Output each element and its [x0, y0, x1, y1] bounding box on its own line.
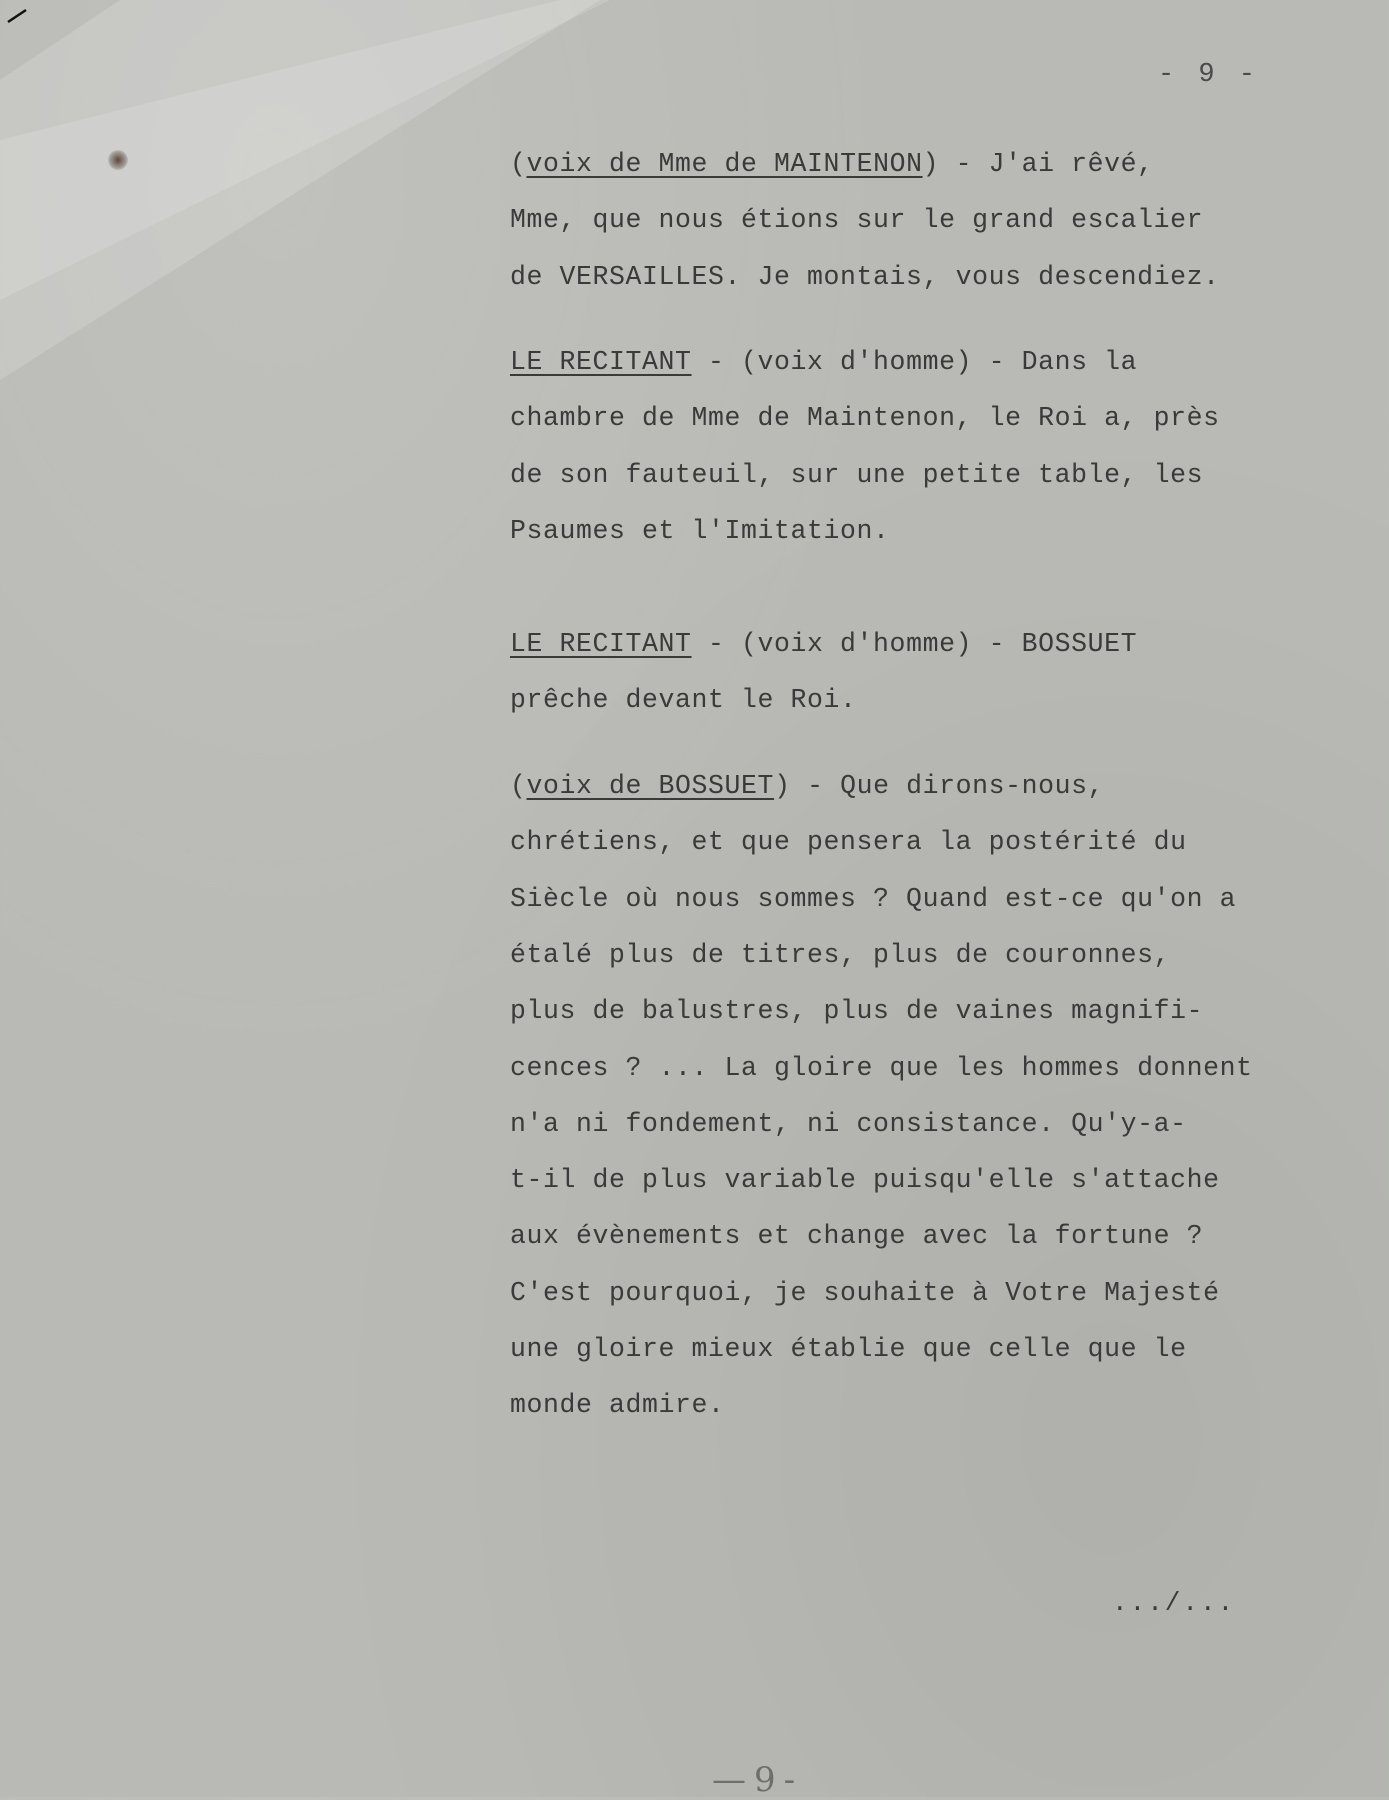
text-segment: chambre de Mme de Maintenon, le Roi a, près: [510, 403, 1220, 434]
text-segment: plus de balustres, plus de vaines magnifi-: [510, 996, 1204, 1027]
text-line: [510, 204, 1203, 236]
underlined-speaker: voix de BOSSUET: [526, 771, 775, 801]
underlined-speaker: voix de Mme de MAINTENON: [526, 149, 923, 179]
text-line: [510, 402, 1220, 434]
text-line: [510, 346, 1137, 378]
text-segment: une gloire mieux établie que celle que le: [510, 1334, 1187, 1364]
text-line: [510, 628, 1137, 660]
text-segment: Psaumes et l'Imitation.: [510, 515, 890, 546]
text-line: [510, 459, 1203, 491]
text-segment: monde admire.: [510, 1390, 725, 1421]
text-segment: n'a ni fondement, ni consistance. Qu'y-a-: [510, 1108, 1187, 1139]
paper-glare: [0, 0, 620, 400]
text-line: [510, 883, 1236, 915]
text-segment: Siècle où nous sommes ? Quand est-ce qu'on a: [510, 883, 1237, 914]
text-line: [510, 515, 890, 547]
continuation-mark: .../...: [1112, 1588, 1236, 1618]
text-segment: étalé plus de titres, plus de couronnes,: [510, 939, 1171, 970]
text-segment: prêche devant le Roi.: [510, 685, 857, 716]
text-line: [510, 770, 1104, 802]
underlined-speaker: LE RECITANT: [510, 347, 692, 377]
text-line: [510, 1164, 1220, 1196]
page-number: - 9 -: [1158, 60, 1260, 90]
text-segment: (: [510, 771, 527, 801]
text-line: [510, 1052, 1253, 1084]
text-segment: C'est pourquoi, je souhaite à Votre Majesté: [510, 1277, 1220, 1308]
text-segment: (: [510, 149, 527, 179]
text-segment: t-il de plus variable puisqu'elle s'attache: [510, 1165, 1220, 1196]
text-line: [510, 148, 1154, 180]
text-segment: ) - J'ai rêvé,: [922, 149, 1154, 179]
handwritten-page-number: —9-: [712, 1760, 804, 1800]
text-line: [510, 1333, 1187, 1365]
text-line: [510, 826, 1187, 858]
text-segment: de VERSAILLES. Je montais, vous descendiez.: [510, 261, 1220, 292]
text-line: [510, 939, 1170, 971]
text-line: [510, 1277, 1220, 1309]
text-segment: - (voix d'homme) - Dans la: [691, 347, 1138, 377]
text-segment: cences ? ... La gloire que les hommes donnent: [510, 1052, 1253, 1083]
stain-spot: [108, 150, 128, 170]
text-line: [510, 1108, 1187, 1140]
text-segment: ) - Que dirons-nous,: [774, 771, 1105, 801]
text-segment: aux évènements et change avec la fortune ?: [510, 1221, 1204, 1252]
text-segment: chrétiens, et que pensera la postérité du: [510, 827, 1187, 858]
text-segment: Mme, que nous étions sur le grand escalier: [510, 205, 1204, 236]
text-line: [510, 1389, 725, 1421]
underlined-speaker: LE RECITANT: [510, 629, 692, 659]
text-segment: de son fauteuil, sur une petite table, les: [510, 459, 1204, 490]
text-segment: - (voix d'homme) - BOSSUET: [691, 629, 1138, 659]
text-line: [510, 684, 857, 716]
corner-pen-mark: [6, 6, 30, 26]
text-line: [510, 1220, 1203, 1252]
text-line: [510, 261, 1220, 293]
text-line: [510, 995, 1203, 1027]
